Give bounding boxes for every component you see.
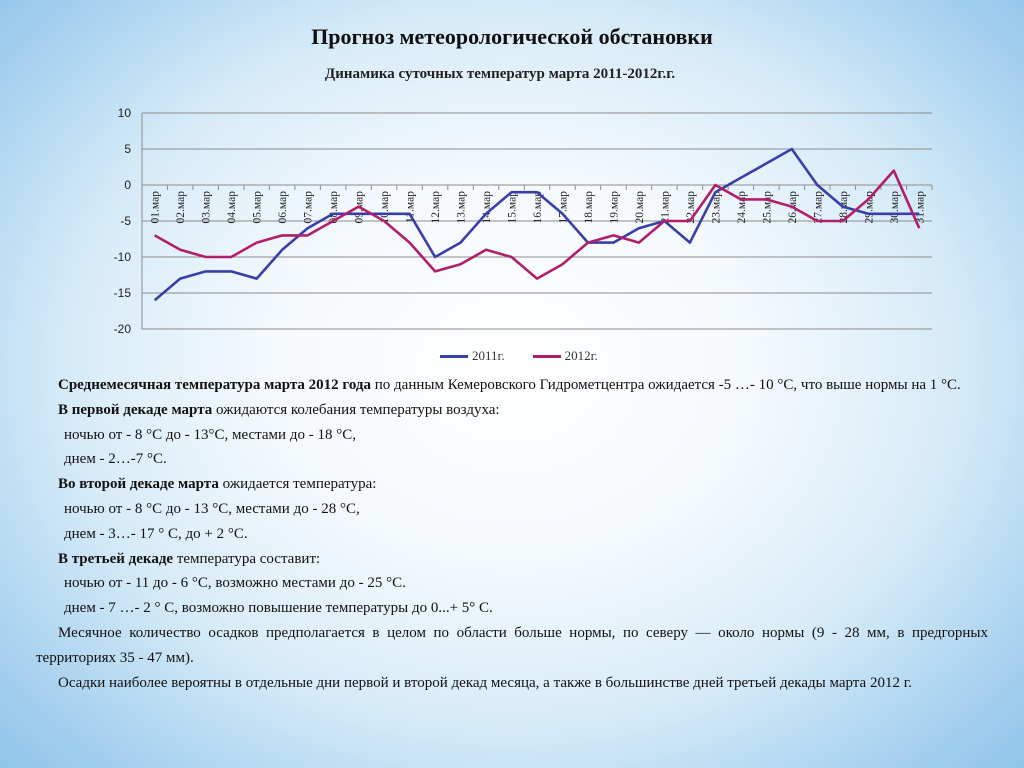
chart-legend	[440, 348, 598, 364]
x-tick-label: 23.мар	[710, 191, 723, 224]
p1-bold: Среднемесячная температура марта 2012 года	[58, 377, 371, 393]
x-tick-label: 20.мар	[633, 191, 646, 224]
x-tick-label: 21.мар	[659, 191, 672, 224]
y-tick-label: 0	[124, 178, 131, 192]
x-tick-label: 05.мар	[251, 191, 264, 224]
x-tick-label: 28.мар	[837, 191, 850, 224]
x-tick-label: 06.мар	[277, 191, 290, 224]
x-tick-label: 24.мар	[735, 191, 748, 224]
x-tick-label: 16.мар	[532, 191, 544, 224]
y-tick-label: 5	[124, 142, 131, 156]
y-tick-label: -15	[113, 286, 131, 300]
second-decade-day: днем - 3…- 17 ° С, до + 2 °С.	[64, 525, 248, 542]
paragraph-first-decade	[36, 398, 988, 423]
x-tick-label: 01.мар	[149, 191, 162, 224]
p2-bold: В первой декаде марта	[58, 401, 213, 418]
legend-item-2012	[533, 348, 598, 364]
paragraph-precipitation: Месячное количество осадков предполагается в целом по области больше нормы, по северу — около нормы (9 - 28 мм, в предгорных территориях 35 - 47 мм).	[36, 624, 988, 666]
x-tick-label: 07.мар	[302, 191, 315, 224]
paragraph-monthly-average	[36, 373, 988, 398]
legend-label-2011: 2011г.	[472, 348, 505, 363]
x-tick-label: 18.мар	[582, 191, 595, 224]
x-tick-label: 27.мар	[812, 191, 825, 224]
chart-title: Динамика суточных температур марта 2011-2012г.г.	[324, 66, 676, 82]
temperature-chart	[0, 0, 1024, 370]
y-tick-label: -10	[113, 250, 131, 264]
paragraph-third-decade	[36, 547, 988, 572]
x-tick-label: 19.мар	[608, 191, 621, 224]
paragraph-precipitation-days: Осадки наиболее вероятны в отдельные дни первой и второй декад месяца, а также в большинстве дней третьей декады марта 2012 г.	[58, 674, 912, 691]
x-tick-label: 29.мар	[863, 191, 876, 224]
page-title: Прогноз метеорологической обстановки	[311, 24, 713, 49]
y-tick-label: 10	[117, 106, 131, 120]
x-tick-label: 14.мар	[481, 190, 494, 224]
x-tick-label: 12.мар	[430, 191, 443, 224]
legend-swatch-2012	[533, 355, 561, 358]
x-tick-label: 08.мар	[328, 191, 341, 224]
third-decade-day: днем - 7 …- 2 ° С, возможно повышение температуры до 0...+ 5° С.	[64, 600, 493, 617]
y-tick-label: -20	[113, 322, 131, 336]
x-tick-label: 13.мар	[455, 191, 468, 224]
x-tick-label: 04.мар	[226, 191, 239, 224]
p2-rest: ожидаются колебания температуры воздуха:	[212, 401, 500, 418]
x-tick-label: 26.мар	[786, 191, 799, 224]
y-tick-label: -5	[120, 214, 131, 228]
legend-label-2012: 2012г.	[564, 348, 598, 363]
third-decade-night: ночью от - 11 до - 6 °С, возможно местами до - 25 °С.	[64, 575, 406, 592]
p3-rest: ожидается температура:	[218, 476, 377, 493]
x-tick-label: 03.мар	[200, 191, 213, 224]
x-tick-label: 09.мар	[353, 191, 366, 224]
forecast-text	[36, 373, 988, 695]
x-tick-label: 11.мар	[404, 191, 417, 224]
p3-bold: Во второй декаде марта	[58, 476, 219, 493]
first-decade-day: днем - 2…-7 °С.	[64, 451, 167, 468]
x-tick-label: 10.мар	[379, 191, 392, 224]
x-tick-label: 22.мар	[684, 191, 697, 224]
p4-bold: В третьей декаде	[58, 550, 174, 567]
paragraph-second-decade	[36, 472, 988, 497]
x-tick-label: 25.мар	[761, 191, 774, 224]
x-tick-label: 30.мар	[888, 191, 901, 224]
x-tick-label: 15.мар	[506, 191, 519, 224]
p4-rest: температура составит:	[173, 550, 321, 567]
first-decade-night: ночью от - 8 °С до - 13°С, местами до - 18 °С,	[64, 426, 356, 443]
legend-swatch-2011	[440, 355, 468, 358]
legend-item-2011	[440, 348, 505, 364]
x-tick-label: 02.мар	[175, 191, 188, 224]
x-tick-label: 31.мар	[914, 191, 927, 224]
x-tick-label: 17.мар	[557, 191, 570, 224]
p1-rest: по данным Кемеровского Гидрометцентра ожидается -5 …- 10 °С, что выше нормы на 1 °С.	[371, 377, 961, 393]
second-decade-night: ночью от - 8 °С до - 13 °С, местами до - 28 °С,	[64, 500, 360, 517]
